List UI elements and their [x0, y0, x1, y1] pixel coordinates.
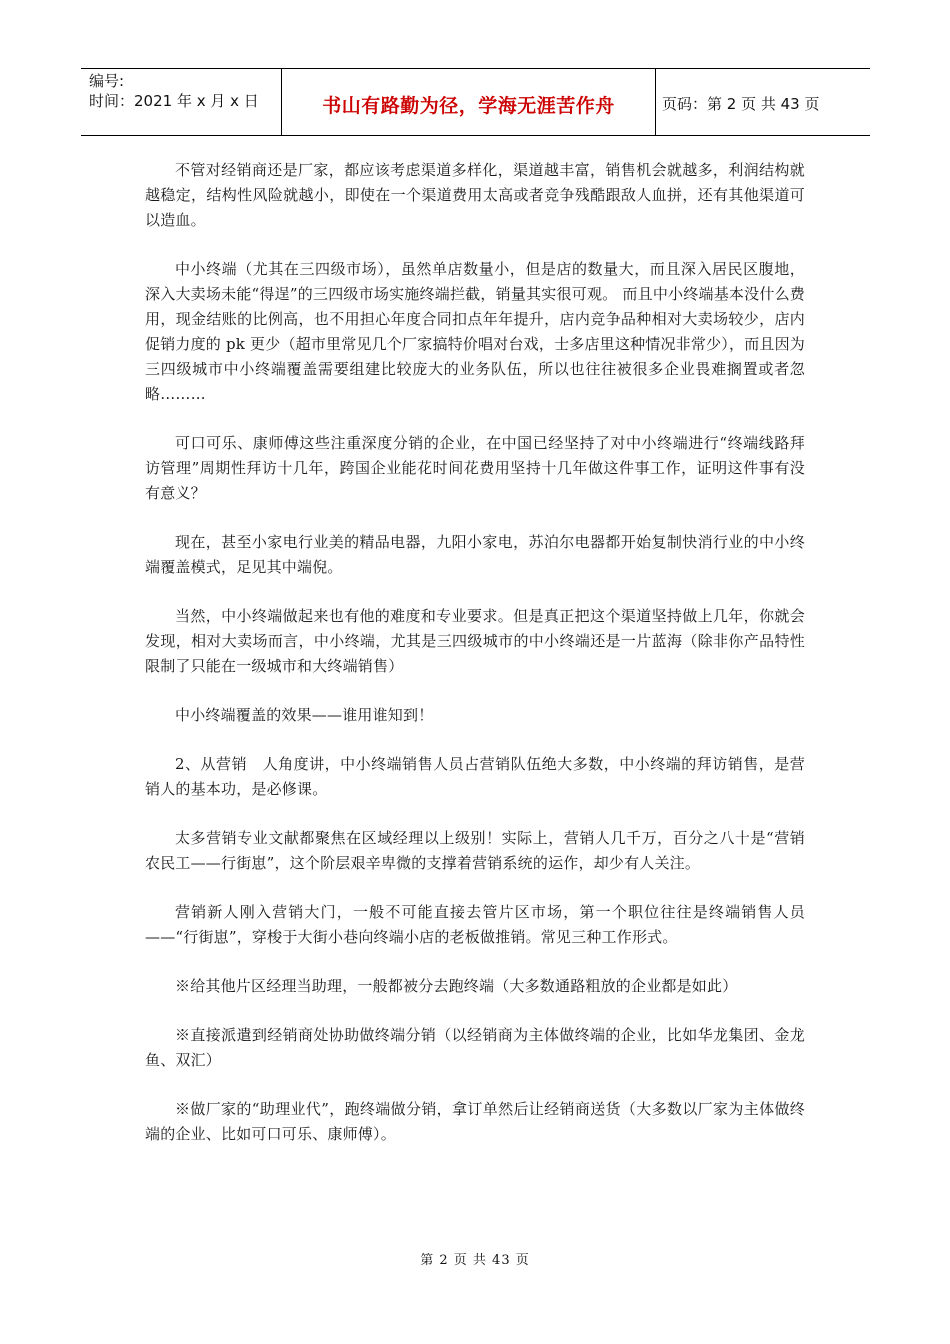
header-page-cell: [656, 69, 870, 135]
page-info: 页码：第 2 页 共 43 页: [662, 94, 820, 113]
footer-page-number: 第 2 页 共 43 页: [420, 1253, 530, 1268]
date-label: 时间：2021 年 x 月 x 日: [89, 92, 259, 110]
paragraph: ※给其他片区经理当助理，一般都被分去跑终端（大多数通路粗放的企业都是如此）: [175, 977, 738, 995]
paragraph: 太多营销专业文献都聚焦在区域经理以上级别！实际上，营销人几千万，百分之八十是“营销农民工——行街崽”，这个阶层艰辛卑微的支撑着营销系统的运作，却少有人关注。: [145, 829, 805, 872]
header-motto-cell: [282, 69, 656, 135]
paragraph: ※做厂家的“助理业代”，跑终端做分销，拿订单然后让经销商送货（大多数以厂家为主体做终端的企业、比如可口可乐、康师傅）。: [145, 1100, 805, 1143]
paragraph: 现在，甚至小家电行业美的精品电器，九阳小家电，苏泊尔电器都开始复制快消行业的中小终端覆盖模式，足见其中端倪。: [145, 533, 805, 576]
serial-label: 编号:: [89, 72, 125, 90]
header-meta-cell: [81, 69, 282, 135]
paragraph: ※直接派遣到经销商处协助做终端分销（以经销商为主体做终端的企业，比如华龙集团、金龙鱼、双汇）: [145, 1026, 805, 1069]
paragraph: 可口可乐、康师傅这些注重深度分销的企业，在中国已经坚持了对中小终端进行“终端线路拜访管理”周期性拜访十几年，跨国企业能花时间花费用坚持十几年做这件事工作，证明这件事有没有意义？: [145, 434, 805, 502]
paragraph: 营销新人刚入营销大门，一般不可能直接去管片区市场，第一个职位往往是终端销售人员——“行街崽”，穿梭于大街小巷向终端小店的老板做推销。常见三种工作形式。: [145, 903, 805, 946]
document-body: [145, 158, 805, 1171]
paragraph: 不管对经销商还是厂家，都应该考虑渠道多样化，渠道越丰富，销售机会就越多，利润结构就越稳定，结构性风险就越小，即使在一个渠道费用太高或者竞争残酷跟敌人血拼，还有其他渠道可以造血。: [145, 161, 805, 229]
paragraph: 中小终端覆盖的效果——谁用谁知到！: [175, 706, 434, 724]
page-header: [81, 68, 870, 136]
motto-text: 书山有路勤为径，学海无涯苦作舟: [322, 94, 615, 117]
paragraph: 当然，中小终端做起来也有他的难度和专业要求。但是真正把这个渠道坚持做上几年，你就会发现，相对大卖场而言，中小终端，尤其是三四级城市的中小终端还是一片蓝海（除非你产品特性限制了只能在一级城市和大终端销售）: [145, 607, 805, 675]
page-footer: [0, 1249, 950, 1268]
paragraph: 2、从营销 人角度讲，中小终端销售人员占营销队伍绝大多数，中小终端的拜访销售，是营销人的基本功，是必修课。: [145, 755, 805, 798]
paragraph: 中小终端（尤其在三四级市场），虽然单店数量小，但是店的数量大，而且深入居民区腹地，深入大卖场未能“得逞”的三四级市场实施终端拦截，销量其实很可观。 而且中小终端基本没什么费用，现金结账的比例高，也不用担心年度合同扣点年年提升，店内竞争品种相对大卖场较少，店内促销力度的 pk 更少（超市里常见几个厂家搞特价唱对台戏，士多店里这种情况非常少），而且因为三四级城市中小终端覆盖需要组建比较庞大的业务队伍，所以也往往被很多企业畏难搁置或者忽略………: [145, 260, 805, 403]
